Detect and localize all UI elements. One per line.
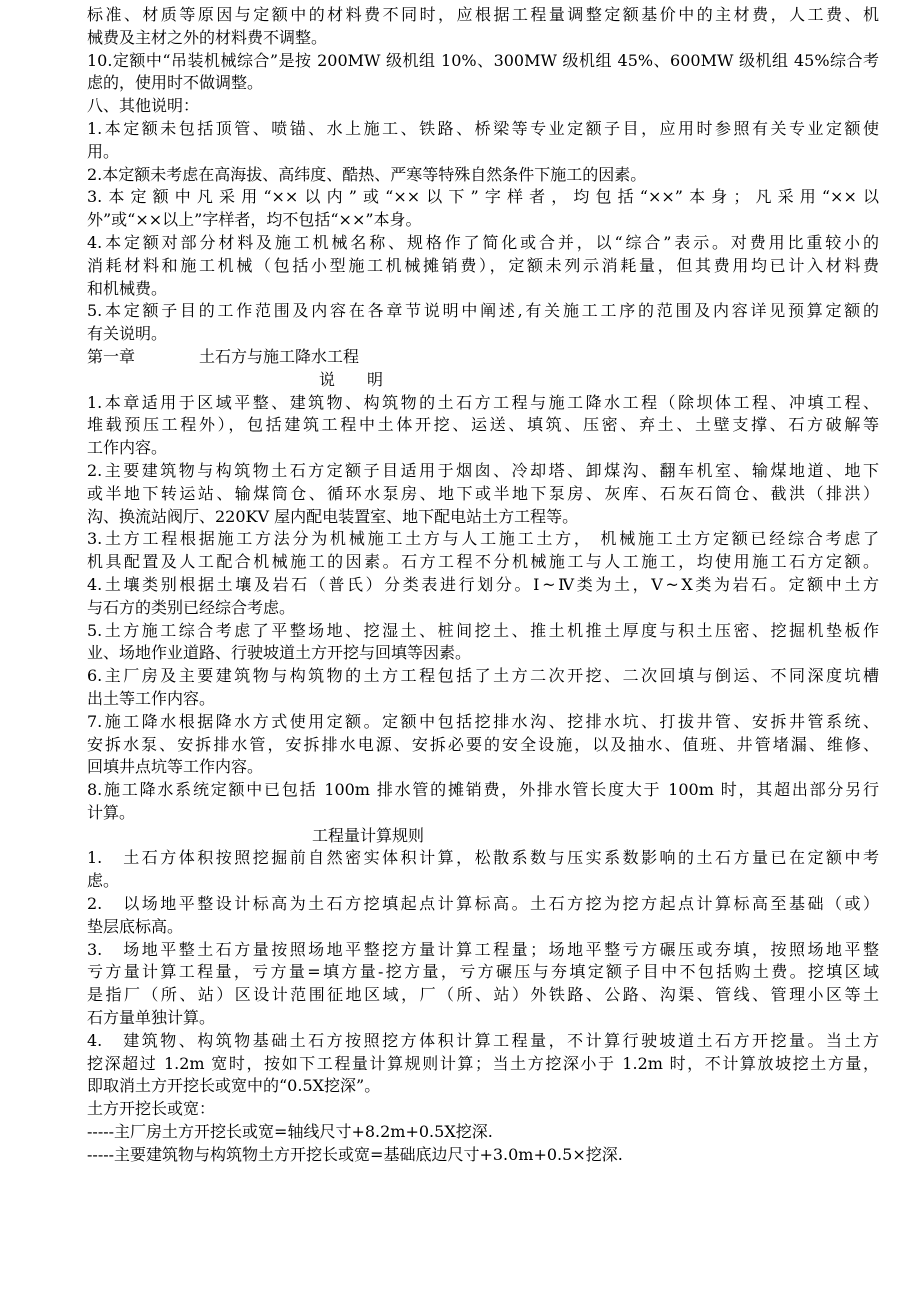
text-line: 2.本定额未考虑在高海拔、高纬度、酷热、严寒等特殊自然条件下施工的因素。 bbox=[87, 164, 647, 184]
text-line: -----主要建筑物与构筑物土方开挖长或宽=基础底边尺寸+3.0m+0.5×挖深. bbox=[87, 1144, 623, 1164]
text-line: 4.土壤类别根据土壤及岩石（普氏）分类表进行划分。Ⅰ~Ⅳ类为土，Ⅴ~Ⅹ类为岩石。定额中土方 bbox=[87, 574, 879, 594]
text-line: 出土等工作内容。 bbox=[87, 688, 216, 708]
text-line: 工作内容。 bbox=[87, 438, 168, 458]
text-line: 5.本定额子目的工作范围及内容在各章节说明中阐述,有关施工工序的范围及内容详见预算定额的 bbox=[87, 301, 879, 321]
text-line: 10.定额中“吊装机械综合”是按 200MW 级机组 10%、300MW 级机组 45%、600MW 级机组 45%综合考 bbox=[87, 50, 879, 70]
text-line: 械费及主材之外的材料费不调整。 bbox=[87, 27, 328, 47]
text-line: 2.主要建筑物与构筑物土石方定额子目适用于烟囱、冷却塔、卸煤沟、翻车机室、输煤地道、地下 bbox=[87, 460, 879, 480]
text-line: 3.土方工程根据施工方法分为机械施工土方与人工施工土方， 机械施工土方定额已经综合考虑了 bbox=[87, 529, 879, 549]
text-line: 用。 bbox=[87, 141, 120, 161]
text-line: 2. 以场地平整设计标高为土石方挖填起点计算标高。土石方挖为挖方起点计算标高至基础（或） bbox=[87, 894, 879, 914]
text-line: 沟、换流站阀厅、220KV 屋内配电装置室、地下配电站土方工程等。 bbox=[87, 506, 579, 526]
text-line: 标准、材质等原因与定额中的材料费不同时，应根据工程量调整定额基价中的主材费，人工费、机 bbox=[87, 5, 879, 24]
text-line: 8.施工降水系统定额中已包括 100m 排水管的摊销费，外排水管长度大于 100m 时，其超出部分另行 bbox=[87, 780, 879, 800]
text-line: 与石方的类别已经综合考虑。 bbox=[87, 597, 296, 617]
text-line: 消耗材料和施工机械（包括小型施工机械摊销费），定额未列示消耗量，但其费用均已计入材料费 bbox=[87, 255, 879, 275]
explanation-heading: 说 明 bbox=[319, 369, 384, 389]
text-line: 业、场地作业道路、行驶坡道土方开挖与回填等因素。 bbox=[87, 643, 472, 663]
text-line: 堆载预压工程外），包括建筑工程中土体开挖、运送、填筑、压密、弃土、土壁支撑、石方破解等 bbox=[87, 415, 879, 435]
text-line: 垫层底标高。 bbox=[87, 916, 184, 936]
text-line: 机具配置及人工配合机械施工的因素。石方工程不分机械施工与人工施工，均使用施工石方定额。 bbox=[87, 552, 879, 572]
text-line: 4.本定额对部分材料及施工机械名称、规格作了简化或合并，以“综合”表示。对费用比重较小的 bbox=[87, 232, 879, 252]
text-line: 即取消土方开挖长或宽中的“0.5Ⅹ挖深”。 bbox=[87, 1076, 381, 1096]
text-line: 4. 建筑物、构筑物基础土石方按照挖方体积计算工程量，不计算行驶坡道土石方开挖量。当土方 bbox=[87, 1030, 879, 1050]
text-line: 石方量单独计算。 bbox=[87, 1008, 216, 1028]
section-heading: 八、其他说明： bbox=[87, 96, 200, 116]
rules-heading: 工程量计算规则 bbox=[312, 825, 425, 845]
chapter-heading bbox=[87, 346, 879, 369]
text-line: 和机械费。 bbox=[87, 278, 168, 298]
text-line: 安拆水泵、安拆排水管，安拆排水电源、安拆必要的安全设施，以及抽水、值班、井管堵漏、维修、 bbox=[87, 734, 879, 754]
chapter-number: 第一章 bbox=[87, 346, 136, 366]
text-line: 外”或“××以上”字样者，均不包括“××”本身。 bbox=[87, 210, 422, 230]
chapter-title: 土石方与施工降水工程 bbox=[199, 346, 360, 366]
document-body bbox=[87, 4, 879, 1167]
text-line: 亏方量计算工程量，亏方量=填方量-挖方量，亏方碾压与夯填定额子目中不包括购土费。挖填区域 bbox=[87, 962, 879, 982]
text-line: 6.主厂房及主要建筑物与构筑物的土方工程包括了土方二次开挖、二次回填与倒运、不同深度坑槽 bbox=[87, 666, 879, 686]
text-line: 是指厂（所、站）区设计范围征地区域，厂（所、站）外铁路、公路、沟渠、管线、管理小区等土 bbox=[87, 985, 879, 1005]
text-line: 1.本定额未包括顶管、喷锚、水上施工、铁路、桥梁等专业定额子目，应用时参照有关专业定额使 bbox=[87, 118, 879, 138]
text-line: 5.土方施工综合考虑了平整场地、挖湿土、桩间挖土、推土机推土厚度与积土压密、挖掘机垫板作 bbox=[87, 620, 879, 640]
text-line: 挖深超过 1.2m 宽时，按如下工程量计算规则计算；当土方挖深小于 1.2m 时，不计算放坡挖土方量， bbox=[87, 1053, 879, 1073]
text-line: 3. 场地平整土石方量按照场地平整挖方量计算工程量；场地平整亏方碾压或夯填，按照场地平整 bbox=[87, 939, 879, 959]
text-line: 计算。 bbox=[87, 802, 136, 822]
text-line: 或半地下转运站、输煤筒仓、循环水泵房、地下或半地下泵房、灰库、石灰石筒仓、截洪（排洪） bbox=[87, 483, 879, 503]
text-line: 7.施工降水根据降水方式使用定额。定额中包括挖排水沟、挖排水坑、打拔井管、安拆井管系统、 bbox=[87, 711, 879, 731]
text-line: 3.本定额中凡采用“××以内”或“××以下”字样者，均包括“××”本身；凡采用“××以 bbox=[87, 187, 879, 207]
text-line: 有关说明。 bbox=[87, 324, 168, 344]
text-line: 虑的，使用时不做调整。 bbox=[87, 73, 264, 93]
text-line: 1. 土石方体积按照挖掘前自然密实体积计算，松散系数与压实系数影响的土石方量已在定额中考 bbox=[87, 848, 879, 868]
text-line: 1.本章适用于区域平整、建筑物、构筑物的土石方工程与施工降水工程（除坝体工程、冲填工程、 bbox=[87, 392, 879, 412]
text-line: 回填井点坑等工作内容。 bbox=[87, 757, 264, 777]
text-line: 土方开挖长或宽： bbox=[87, 1099, 216, 1119]
text-line: 虑。 bbox=[87, 871, 120, 891]
text-line: -----主厂房土方开挖长或宽=轴线尺寸+8.2m+0.5Ⅹ挖深. bbox=[87, 1122, 493, 1142]
